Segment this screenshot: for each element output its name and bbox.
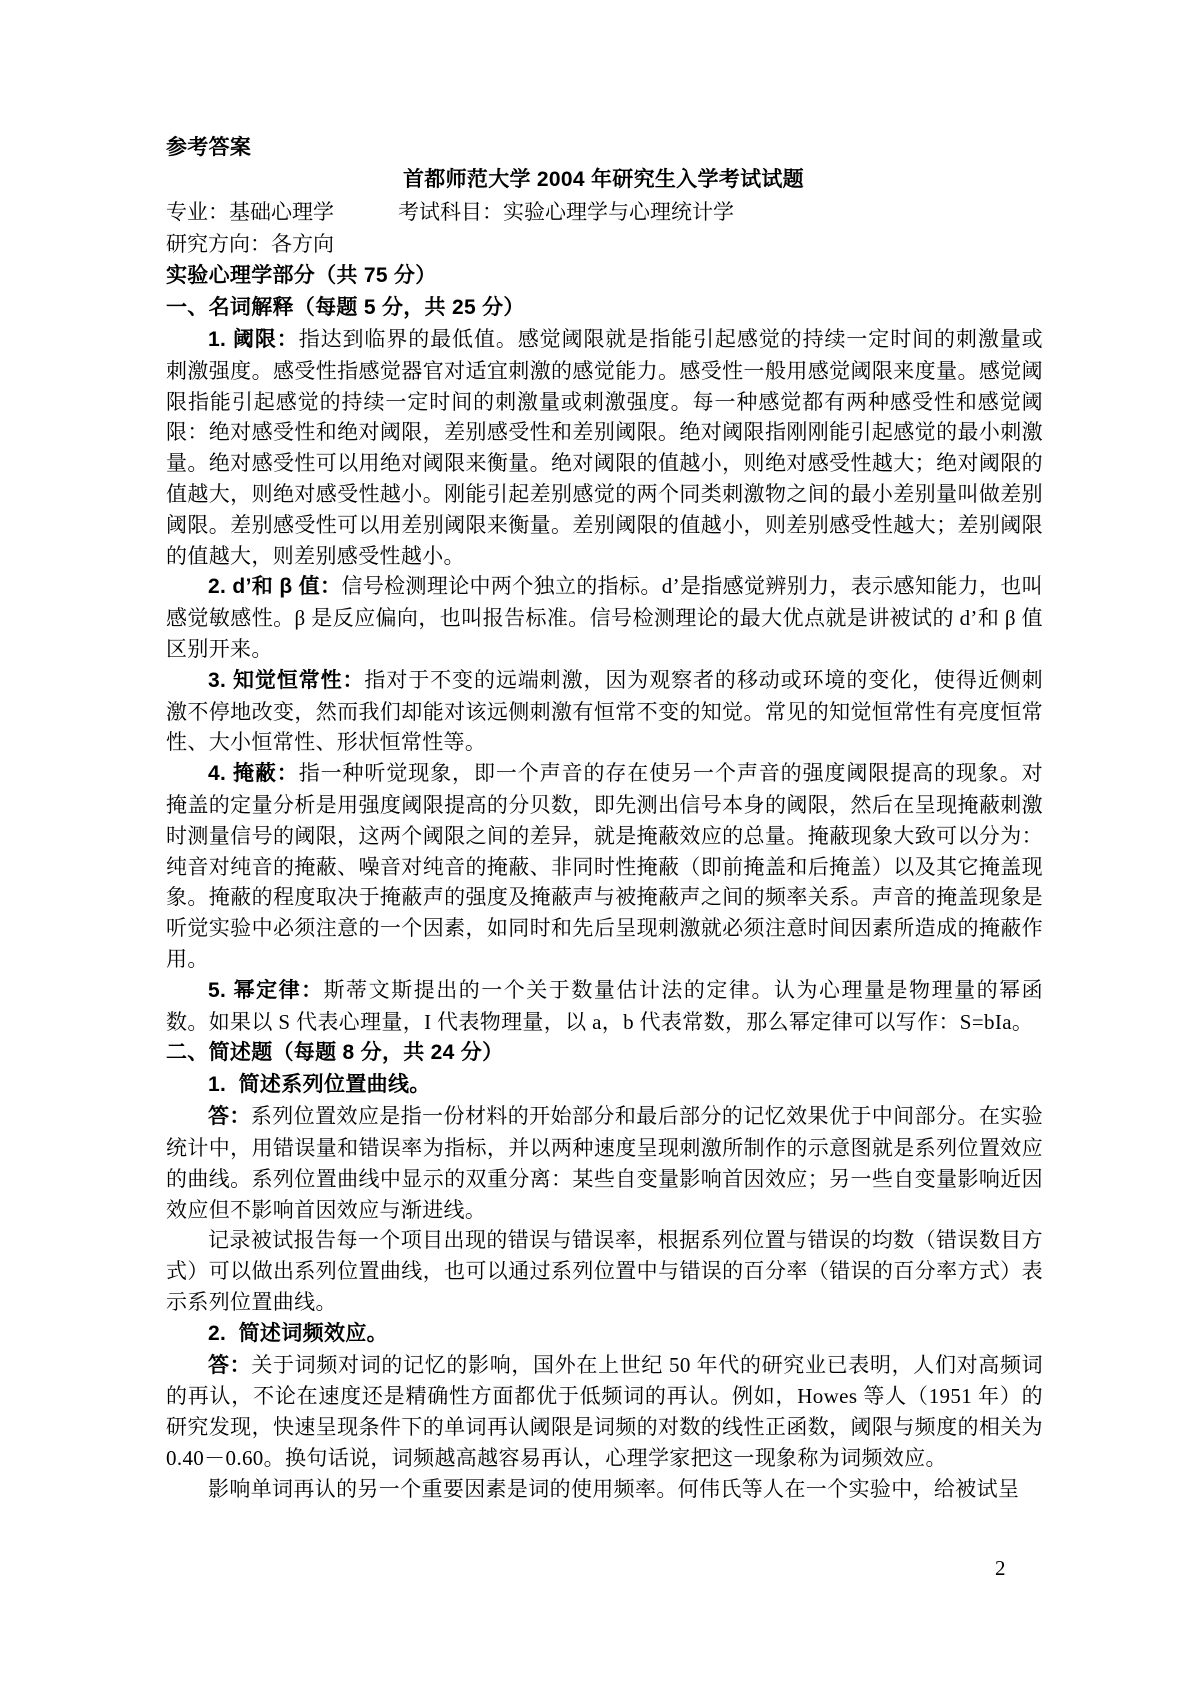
definition-item-5 — [166, 975, 1043, 1038]
question-2-title: 2. 简述词频效应。 — [208, 1321, 389, 1345]
definition-item-3 — [166, 665, 1043, 758]
definition-term-4: 4. 掩蔽： — [208, 762, 299, 786]
question-1-answer-paragraph-2: 记录被试报告每一个项目出现的错误与错误率，根据系列位置与错误的均数（错误数目方式）可以做出系列位置曲线，也可以通过系列位置中与错误的百分率（错误的百分率方式）表示系列位置曲线。 — [166, 1228, 1043, 1314]
document-content — [166, 132, 1049, 1504]
question-1-answer-paragraph-1: 答：系列位置效应是指一份材料的开始部分和最后部分的记忆效果优于中间部分。在实验统计中，用错误量和错误率为指标，并以两种速度呈现刺激所制作的示意图就是系列位置效应的曲线。系列位置曲线中显示的双重分离：某些自变量影响首因效应；另一些自变量影响近因效应但不影响首因效应与渐进线。 — [166, 1104, 1043, 1222]
definition-body-2: 信号检测理论中两个独立的指标。d’是指感觉辨别力，表示感知能力，也叫感觉敏感性。β 是反应偏向，也叫报告标准。信号检测理论的最大优点就是讲被试的 d’和 β 值区别开来。 — [166, 574, 1044, 661]
definition-body-5: 斯蒂文斯提出的一个关于数量估计法的定律。认为心理量是物理量的幂函数。如果以 S 代表心理量，I 代表物理量，以 a，b 代表常数，那么幂定律可以写作：S=bIa。 — [166, 977, 1043, 1034]
definition-item-1 — [166, 324, 1043, 571]
definition-term-3: 3. 知觉恒常性： — [208, 668, 365, 692]
major-subject-line — [166, 196, 1043, 228]
page-number: 2 — [995, 1556, 1006, 1580]
section1-heading: 一、名词解释（每题 5 分，共 25 分） — [166, 296, 525, 319]
definition-item-2 — [166, 571, 1043, 664]
answer-key-heading: 参考答案 — [166, 136, 252, 159]
definition-term-2: 2. d’和 β 值： — [208, 575, 342, 599]
subject-label: 考试科目：实验心理学与心理统计学 — [398, 200, 734, 224]
definition-item-4 — [166, 758, 1043, 975]
definition-term-5: 5. 幂定律： — [208, 978, 324, 1002]
research-direction-line: 研究方向：各方向 — [166, 232, 334, 256]
question-2-answer-paragraph-1: 答：关于词频对词的记忆的影响，国外在上世纪 50 年代的研究业已表明，人们对高频词的再认，不论在速度还是精确性方面都优于低频词的再认。例如，Howes 等人（1951 年）的研究发现，快速呈现条件下的单词再认阈限是词频的对数的线性正函数，阈限与频度的相关为 0.40－0.60。换句话说，词频越高越容易再认，心理学家把这一现象称为词频效应。 — [166, 1352, 1049, 1470]
section2-heading: 二、简述题（每题 8 分，共 24 分） — [166, 1041, 504, 1065]
exam-title: 首都师范大学 2004 年研究生入学考试试题 — [403, 168, 804, 191]
definition-term-1: 1. 阈限： — [208, 328, 299, 351]
answer-label: 答： — [208, 1353, 252, 1377]
definition-body-4: 指一种听觉现象，即一个声音的存在使另一个声音的强度阈限提高的现象。对掩盖的定量分析是用强度阈限提高的分贝数，即先测出信号本身的阈限，然后在呈现掩蔽刺激时测量信号的阈限，这两个阈限之间的差异，就是掩蔽效应的总量。掩蔽现象大致可以分为：纯音对纯音的掩蔽、噪音对纯音的掩蔽、非同时性掩蔽（即前掩盖和后掩盖）以及其它掩盖现象。掩蔽的程度取决于掩蔽声的强度及掩蔽声与被掩蔽声之间的频率关系。声音的掩盖现象是听觉实验中必须注意的一个因素，如同时和先后呈现刺激就必须注意时间因素所造成的掩蔽作用。 — [166, 761, 1043, 971]
definition-body-3: 指对于不变的远端刺激，因为观察者的移动或环境的变化，使得近侧刺激不停地改变，然而我们却能对该远侧刺激有恒常不变的知觉。常见的知觉恒常性有亮度恒常性、大小恒常性、形状恒常性等。 — [166, 667, 1043, 755]
major-label: 专业：基础心理学 — [166, 200, 334, 224]
answer-label: 答： — [208, 1105, 251, 1129]
definition-body-1: 指达到临界的最低值。感觉阈限就是指能引起感觉的持续一定时间的刺激量或刺激强度。感受性指感觉器官对适宜刺激的感觉能力。感受性一般用感觉阈限来度量。感觉阈限指能引起感觉的持续一定时间的刺激量或刺激强度。每一种感觉都有两种感受性和感觉阈限：绝对感受性和绝对阈限，差别感受性和差别阈限。绝对阈限指刚刚能引起感觉的最小刺激量。绝对感受性可以用绝对阈限来衡量。绝对阈限的值越小，则绝对感受性越大；绝对阈限的值越大，则绝对感受性越小。刚能引起差别感觉的两个同类刺激物之间的最小差别量叫做差别阈限。差别感受性可以用差别阈限来衡量。差别阈限的值越小，则差别感受性越大；差别阈限的值越大，则差别感受性越小。 — [166, 327, 1043, 568]
question-1-title: 1. 简述系列位置曲线。 — [208, 1073, 431, 1097]
part-heading: 实验心理学部分（共 75 分） — [166, 264, 437, 287]
question-2-answer-paragraph-2: 影响单词再认的另一个重要因素是词的使用频率。何伟氏等人在一个实验中，给被试呈 — [208, 1476, 1020, 1501]
